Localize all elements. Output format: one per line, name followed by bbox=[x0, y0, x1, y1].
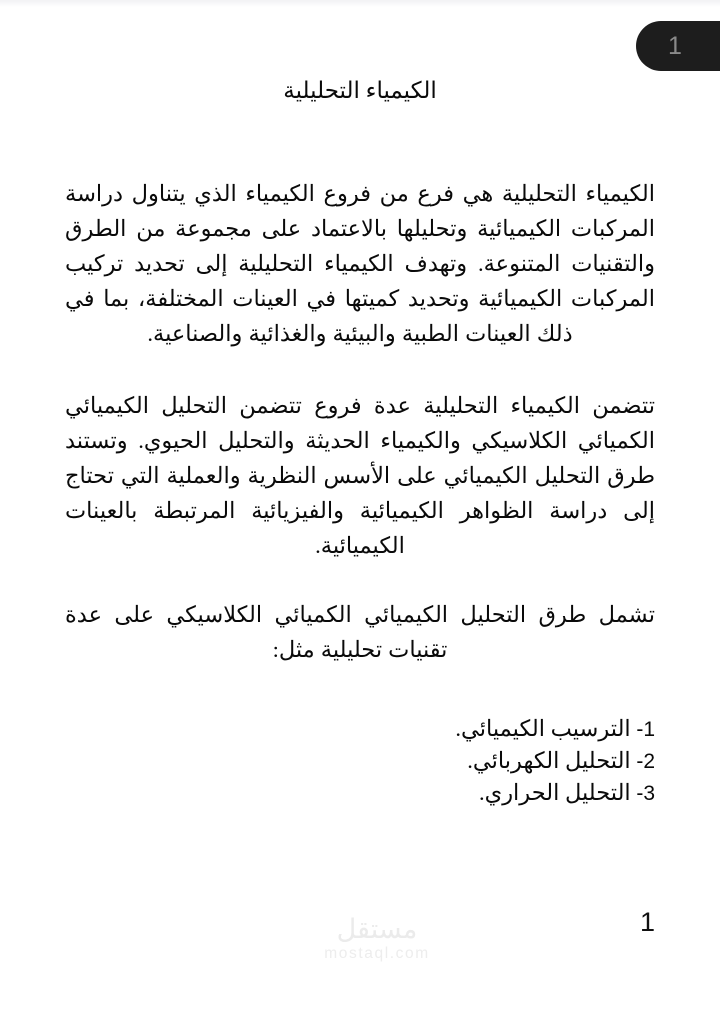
watermark-url-label: mostaql.com bbox=[324, 945, 430, 963]
page-indicator-number: 1 bbox=[668, 31, 682, 60]
list-item bbox=[65, 713, 655, 745]
paragraph-3: تشمل طرق التحليل الكيميائي الكميائي الكلاسيكي على عدة تقنيات تحليلية مثل: bbox=[65, 601, 655, 662]
list-item-label: الترسيب الكيميائي. bbox=[455, 715, 631, 741]
list-item bbox=[65, 777, 655, 809]
watermark-arabic-label: مستقل bbox=[336, 914, 418, 945]
list-item-label: التحليل الحراري. bbox=[478, 779, 631, 805]
list-item-index: 3- bbox=[636, 781, 655, 805]
paragraph-1: الكيمياء التحليلية هي فرع من فروع الكيمياء الذي يتناول دراسة المركبات الكيميائية وتحليلها بالاعتماد على مجموعة من الطرق والتقنيات المتنوعة. وتهدف الكيمياء التحليلية إلى تحديد تركيب المركبات الكيميائية وتحديد كميتها في العينات المختلفة، بما في ذلك العينات الطبية والبيئية والغذائية والصناعية. bbox=[65, 180, 655, 346]
mostaql-watermark bbox=[311, 916, 443, 963]
document-body bbox=[65, 176, 655, 809]
analysis-techniques-list bbox=[65, 713, 655, 809]
document-title: الكيمياء التحليلية bbox=[283, 78, 437, 103]
list-item-index: 1- bbox=[636, 717, 655, 741]
list-item bbox=[65, 745, 655, 777]
paragraph-2: تتضمن الكيمياء التحليلية عدة فروع تتضمن التحليل الكيميائي الكميائي الكلاسيكي والكيمياء الحديثة والتحليل الحيوي. وتستند طرق التحليل الكيميائي على الأسس النظرية والعملية التي تحتاج إلى دراسة الظواهر الكيميائية والفيزيائية المرتبطة بالعينات الكيميائية. bbox=[65, 392, 655, 558]
footer-page-number: 1 bbox=[639, 907, 655, 937]
list-item-label: التحليل الكهربائي. bbox=[467, 747, 631, 773]
document-footer bbox=[0, 899, 720, 1009]
list-item-index: 2- bbox=[636, 749, 655, 773]
